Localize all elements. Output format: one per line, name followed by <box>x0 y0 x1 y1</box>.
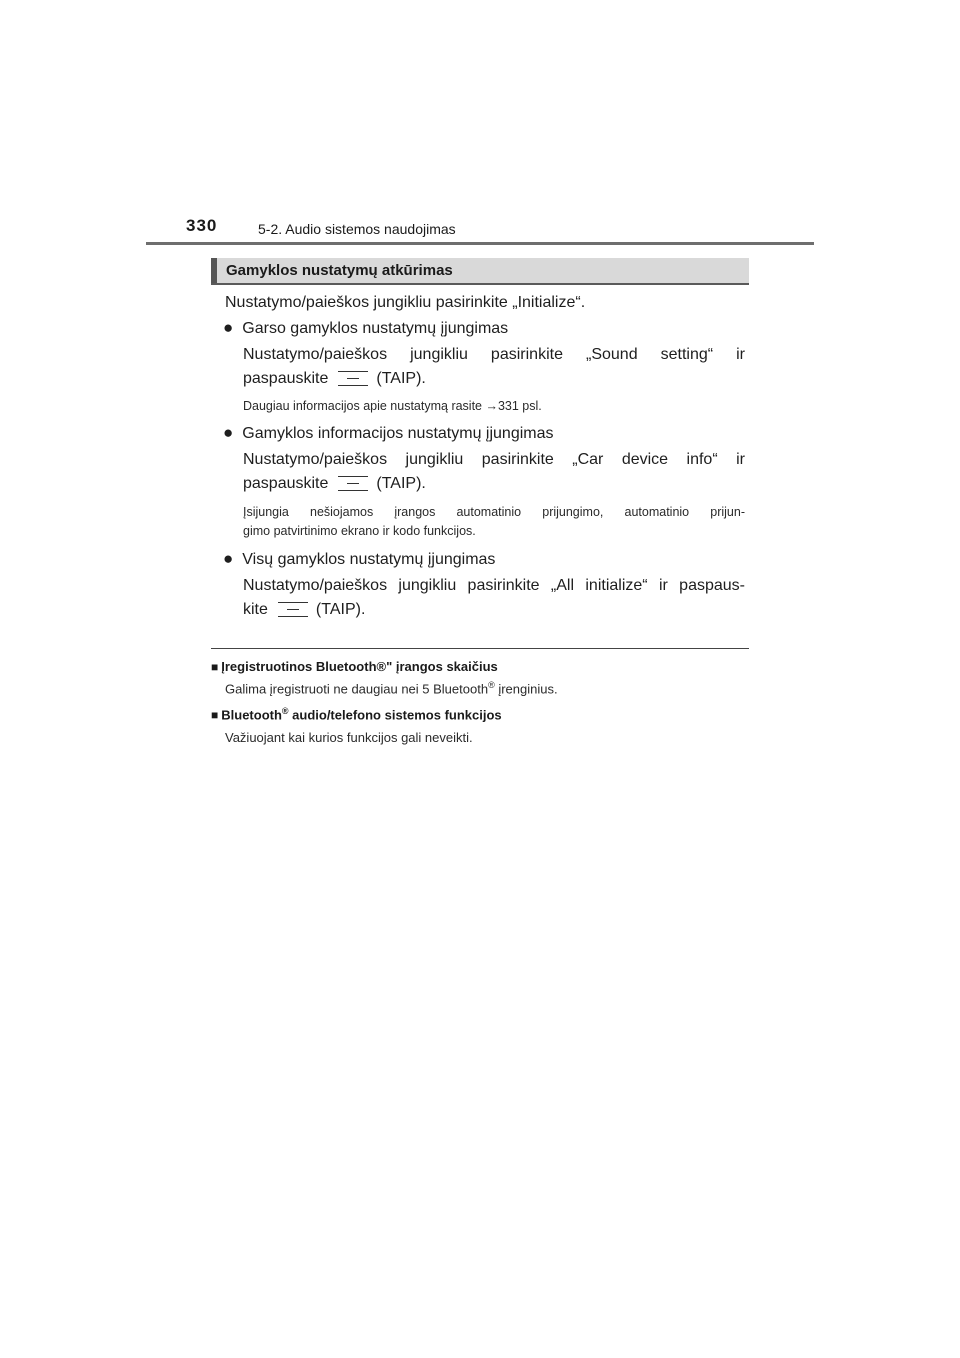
header-rule <box>146 242 814 245</box>
note-body: Važiuojant kai kurios funkcijos gali neveikti. <box>225 730 473 745</box>
square-marker-icon: ■ <box>211 708 219 723</box>
item-note: Daugiau informacijos apie nustatymą rasite →331 psl. <box>243 399 542 413</box>
item-heading-text: Visų gamyklos nustatymų įjungimas <box>242 551 496 568</box>
item-instruction-2 <box>243 597 365 623</box>
note-heading <box>211 659 498 674</box>
instruction-text: (TAIP). <box>315 601 366 618</box>
registered-mark: ® <box>281 706 289 716</box>
yes-button-icon <box>338 476 368 491</box>
item-heading-text: Gamyklos informacijos nustatymų įjungimas <box>242 425 554 442</box>
section-marker <box>211 258 217 283</box>
section-title-bar <box>211 258 749 285</box>
page-number: 330 <box>186 216 218 235</box>
instruction-text: (TAIP). <box>376 370 426 387</box>
note-heading <box>211 706 502 722</box>
item-instruction: Nustatymo/paieškos jungikliu pasirinkite „All initialize“ ir paspaus- <box>243 577 745 594</box>
item-heading <box>223 420 554 447</box>
item-heading <box>223 315 508 342</box>
bullet-icon: ● <box>223 423 234 442</box>
bullet-icon: ● <box>223 318 234 337</box>
item-instruction-2 <box>243 366 426 392</box>
note-title: audio/telefono sistemos funkcijos <box>288 707 502 723</box>
registered-mark: ® <box>488 680 495 690</box>
yes-button-icon <box>278 602 308 617</box>
note-title: Bluetooth <box>221 707 282 723</box>
section-title: Gamyklos nustatymų atkūrimas <box>226 262 453 279</box>
item-heading <box>223 546 495 573</box>
chapter-title: 5-2. Audio sistemos naudojimas <box>258 221 456 237</box>
item-instruction: Nustatymo/paieškos jungikliu pasirinkite „Sound setting“ ir <box>243 346 745 363</box>
note-body <box>225 680 558 696</box>
note-title: Įregistruotinos Bluetooth®" įrangos skaičius <box>221 659 498 674</box>
item-note: Įsijungia nešiojamos įrangos automatinio prijungimo, automatinio prijun- <box>243 505 745 519</box>
yes-button-icon <box>338 371 368 386</box>
item-heading-text: Garso gamyklos nustatymų įjungimas <box>242 320 509 337</box>
instruction-text: kite <box>243 601 268 618</box>
square-marker-icon: ■ <box>211 660 219 674</box>
item-instruction: Nustatymo/paieškos jungikliu pasirinkite „Car device info“ ir <box>243 451 745 468</box>
item-instruction-2 <box>243 471 426 497</box>
intro-text: Nustatymo/paieškos jungikliu pasirinkite „Initialize“. <box>225 294 586 311</box>
note-text: įrenginius. <box>494 681 558 697</box>
instruction-text: (TAIP). <box>376 475 426 492</box>
instruction-text: paspauskite <box>243 475 329 492</box>
item-note-2: gimo patvirtinimo ekrano ir kodo funkcijos. <box>243 524 476 538</box>
section-divider <box>211 648 749 649</box>
bullet-icon: ● <box>223 549 234 568</box>
instruction-text: paspauskite <box>243 370 329 387</box>
note-text: Galima įregistruoti ne daugiau nei 5 Bluetooth <box>225 681 489 697</box>
